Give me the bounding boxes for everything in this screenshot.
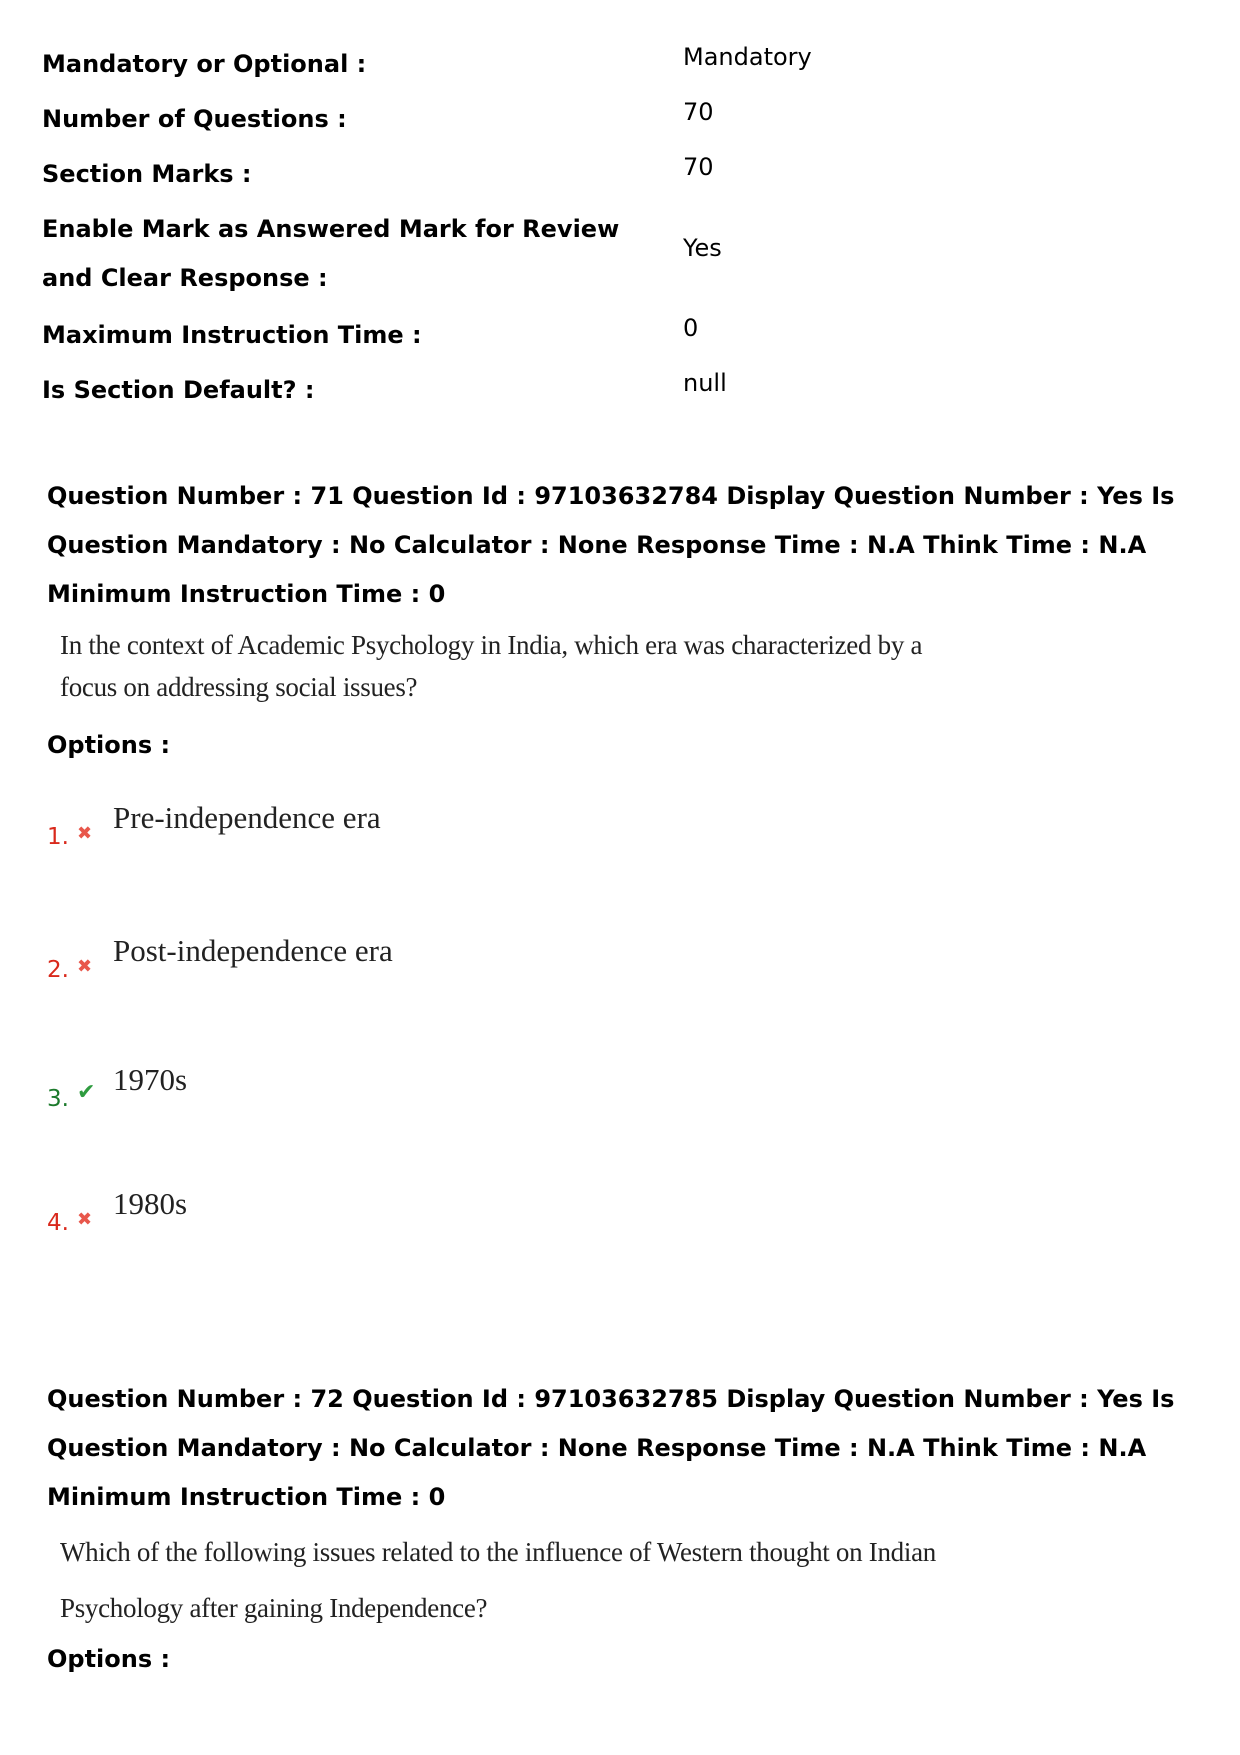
options-label-72: Options : bbox=[47, 1645, 171, 1673]
section-value-mandatory: Mandatory bbox=[683, 43, 812, 71]
section-label-is-default: Is Section Default? : bbox=[42, 376, 315, 404]
option-text: 1970s bbox=[113, 1062, 188, 1097]
cross-icon: ✖ bbox=[77, 823, 93, 844]
option-text: Post-independence era bbox=[113, 933, 393, 968]
question-header-71: Question Number : 71 Question Id : 97103632784 Display Question Number : Yes Is Question Mandatory : No Calculator : None Response Time : N.A Think Time : N.A Minimum Instruction Time : 0 bbox=[47, 482, 1175, 608]
option-1 bbox=[47, 800, 647, 860]
section-value-is-default: null bbox=[683, 369, 727, 397]
option-text: 1980s bbox=[113, 1186, 188, 1221]
option-2 bbox=[47, 933, 647, 993]
section-row-section-marks bbox=[42, 140, 1202, 195]
section-row-mandatory bbox=[42, 30, 1202, 85]
check-icon: ✔ bbox=[77, 1080, 96, 1105]
section-row-is-default bbox=[42, 356, 1202, 411]
section-value-enable-mark: Yes bbox=[683, 234, 722, 262]
section-info-table bbox=[42, 30, 1202, 411]
section-value-max-instruction-time: 0 bbox=[683, 314, 699, 342]
section-row-number-of-questions bbox=[42, 85, 1202, 140]
question-text-line: Psychology after gaining Independence? bbox=[60, 1593, 488, 1623]
question-text-line: In the context of Academic Psychology in India, which era was characterized by a bbox=[60, 630, 923, 660]
section-label-section-marks: Section Marks : bbox=[42, 160, 252, 188]
question-text-71 bbox=[60, 624, 960, 708]
cross-icon: ✖ bbox=[77, 956, 93, 977]
option-text: Pre-independence era bbox=[113, 800, 381, 835]
option-4 bbox=[47, 1186, 647, 1246]
option-number: 2. bbox=[47, 957, 69, 983]
question-text-line: Which of the following issues related to the influence of Western thought on Indian bbox=[60, 1537, 936, 1567]
options-label-71: Options : bbox=[47, 731, 171, 759]
section-label-mandatory: Mandatory or Optional : bbox=[42, 50, 367, 78]
option-3 bbox=[47, 1062, 647, 1122]
section-value-section-marks: 70 bbox=[683, 153, 714, 181]
section-label-enable-mark: Enable Mark as Answered Mark for Review and Clear Response : bbox=[42, 215, 620, 292]
option-number: 3. bbox=[47, 1086, 69, 1112]
question-text-line: focus on addressing social issues? bbox=[60, 672, 418, 702]
section-row-max-instruction-time bbox=[42, 301, 1202, 356]
question-text-72 bbox=[60, 1524, 960, 1636]
section-label-number-of-questions: Number of Questions : bbox=[42, 105, 347, 133]
cross-icon: ✖ bbox=[77, 1209, 93, 1230]
section-value-number-of-questions: 70 bbox=[683, 98, 714, 126]
question-header-72: Question Number : 72 Question Id : 97103632785 Display Question Number : Yes Is Question Mandatory : No Calculator : None Response Time : N.A Think Time : N.A Minimum Instruction Time : 0 bbox=[47, 1385, 1175, 1511]
option-number: 4. bbox=[47, 1210, 69, 1236]
section-label-max-instruction-time: Maximum Instruction Time : bbox=[42, 321, 422, 349]
option-number: 1. bbox=[47, 824, 69, 850]
section-row-enable-mark bbox=[42, 195, 1202, 301]
